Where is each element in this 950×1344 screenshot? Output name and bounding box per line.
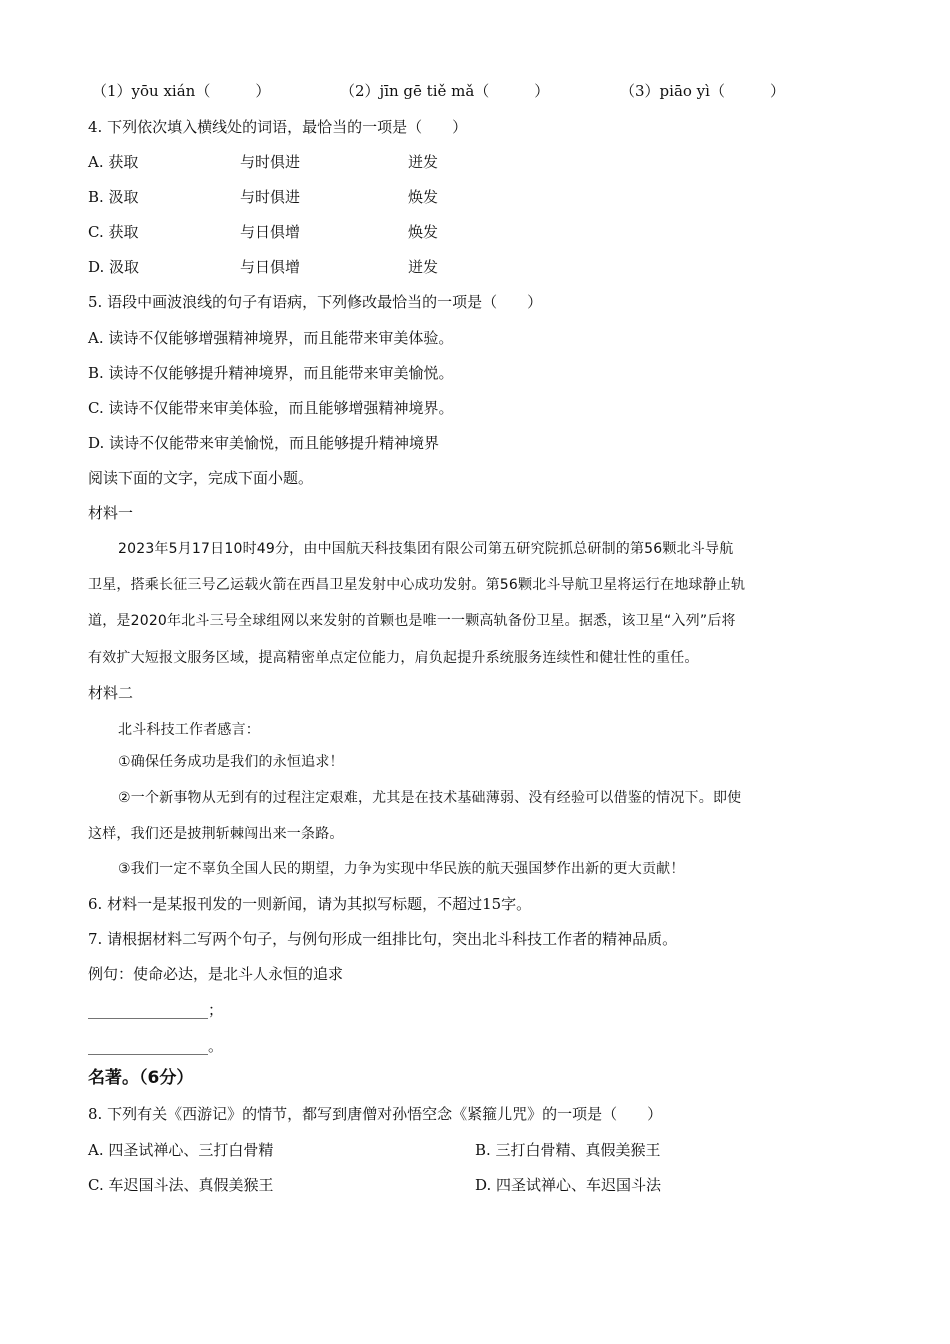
material-2-quote: 这样，我们还是披荆斩棘闯出来一条路。 — [88, 826, 344, 842]
option-word-2: 与日俱增 — [240, 223, 301, 241]
option-word-2: 与时俱进 — [240, 153, 301, 171]
material-1-title: 材料一 — [88, 504, 134, 522]
q5-option-d: D. 读诗不仅能带来审美愉悦，而且能够提升精神境界 — [88, 434, 440, 452]
question-5-stem: 5. 语段中画波浪线的句子有语病，下列修改最恰当的一项是（ ） — [88, 293, 543, 311]
q5-option-b: B. 读诗不仅能够提升精神境界，而且能带来审美愉悦。 — [88, 364, 454, 382]
option-word-3: 焕发 — [408, 223, 439, 241]
pinyin-item-2: （2）jīn gē tiě mǎ（ ） — [340, 82, 550, 100]
option-word-3: 迸发 — [408, 153, 439, 171]
material-1-line: 卫星，搭乘长征三号乙运载火箭在西昌卫星发射中心成功发射。第56颗北斗导航卫星将运行在地球静止轨 — [88, 577, 746, 593]
q8-option-b: B. 三打白骨精、真假美猴王 — [475, 1141, 661, 1159]
answer-blank-2: ________________。 — [88, 1037, 224, 1055]
material-2-quote: ①确保任务成功是我们的永恒追求！ — [118, 754, 344, 770]
pinyin-item-1: （1）yōu xián（ ） — [92, 82, 271, 100]
option-word-2: 与日俱增 — [240, 258, 301, 276]
answer-blank-1: ________________； — [88, 1001, 224, 1019]
q8-option-a: A. 四圣试禅心、三打白骨精 — [88, 1141, 274, 1159]
question-4-stem: 4. 下列依次填入横线处的词语，最恰当的一项是（ ） — [88, 118, 468, 136]
option-word-3: 焕发 — [408, 188, 439, 206]
material-1-line: 2023年5月17日10时49分，由中国航天科技集团有限公司第五研究院抓总研制的第56颗北斗导航 — [118, 541, 734, 557]
material-2-title: 材料二 — [88, 684, 134, 702]
material-1-line: 道，是2020年北斗三号全球组网以来发射的首颗也是唯一一颗高轨备份卫星。据悉，该卫星“入列”后将 — [88, 613, 736, 629]
question-8-stem: 8. 下列有关《西游记》的情节，都写到唐僧对孙悟空念《紧箍儿咒》的一项是（ ） — [88, 1105, 663, 1123]
option-word-3: 迸发 — [408, 258, 439, 276]
pinyin-item-3: （3）piāo yì（ ） — [620, 82, 785, 100]
material-2-intro: 北斗科技工作者感言： — [118, 722, 260, 738]
q5-option-a: A. 读诗不仅能够增强精神境界，而且能带来审美体验。 — [88, 329, 454, 347]
option-word-1: D. 汲取 — [88, 258, 140, 276]
option-word-2: 与时俱进 — [240, 188, 301, 206]
material-2-quote: ②一个新事物从无到有的过程注定艰难，尤其是在技术基础薄弱、没有经验可以借鉴的情况下。即使 — [118, 790, 742, 806]
material-2-quote: ③我们一定不辜负全国人民的期望，力争为实现中华民族的航天强国梦作出新的更大贡献！ — [118, 861, 685, 877]
option-word-1: A. 获取 — [88, 153, 139, 171]
question-7-stem: 7. 请根据材料二写两个句子，与例句形成一组排比句，突出北斗科技工作者的精神品质。 — [88, 930, 678, 948]
material-1-line: 有效扩大短报文服务区域，提高精密单点定位能力，肩负起提升系统服务连续性和健壮性的重任。 — [88, 650, 699, 666]
question-6: 6. 材料一是某报刊发的一则新闻，请为其拟写标题，不超过15字。 — [88, 895, 532, 913]
option-word-1: C. 获取 — [88, 223, 139, 241]
reading-intro: 阅读下面的文字，完成下面小题。 — [88, 469, 314, 487]
q8-option-c: C. 车迟国斗法、真假美猴王 — [88, 1176, 274, 1194]
option-word-1: B. 汲取 — [88, 188, 139, 206]
section-heading: 名著。（6分） — [88, 1068, 194, 1088]
q5-option-c: C. 读诗不仅能带来审美体验，而且能够增强精神境界。 — [88, 399, 454, 417]
question-7-example: 例句：使命必达，是北斗人永恒的追求 — [88, 965, 344, 983]
q8-option-d: D. 四圣试禅心、车迟国斗法 — [475, 1176, 662, 1194]
